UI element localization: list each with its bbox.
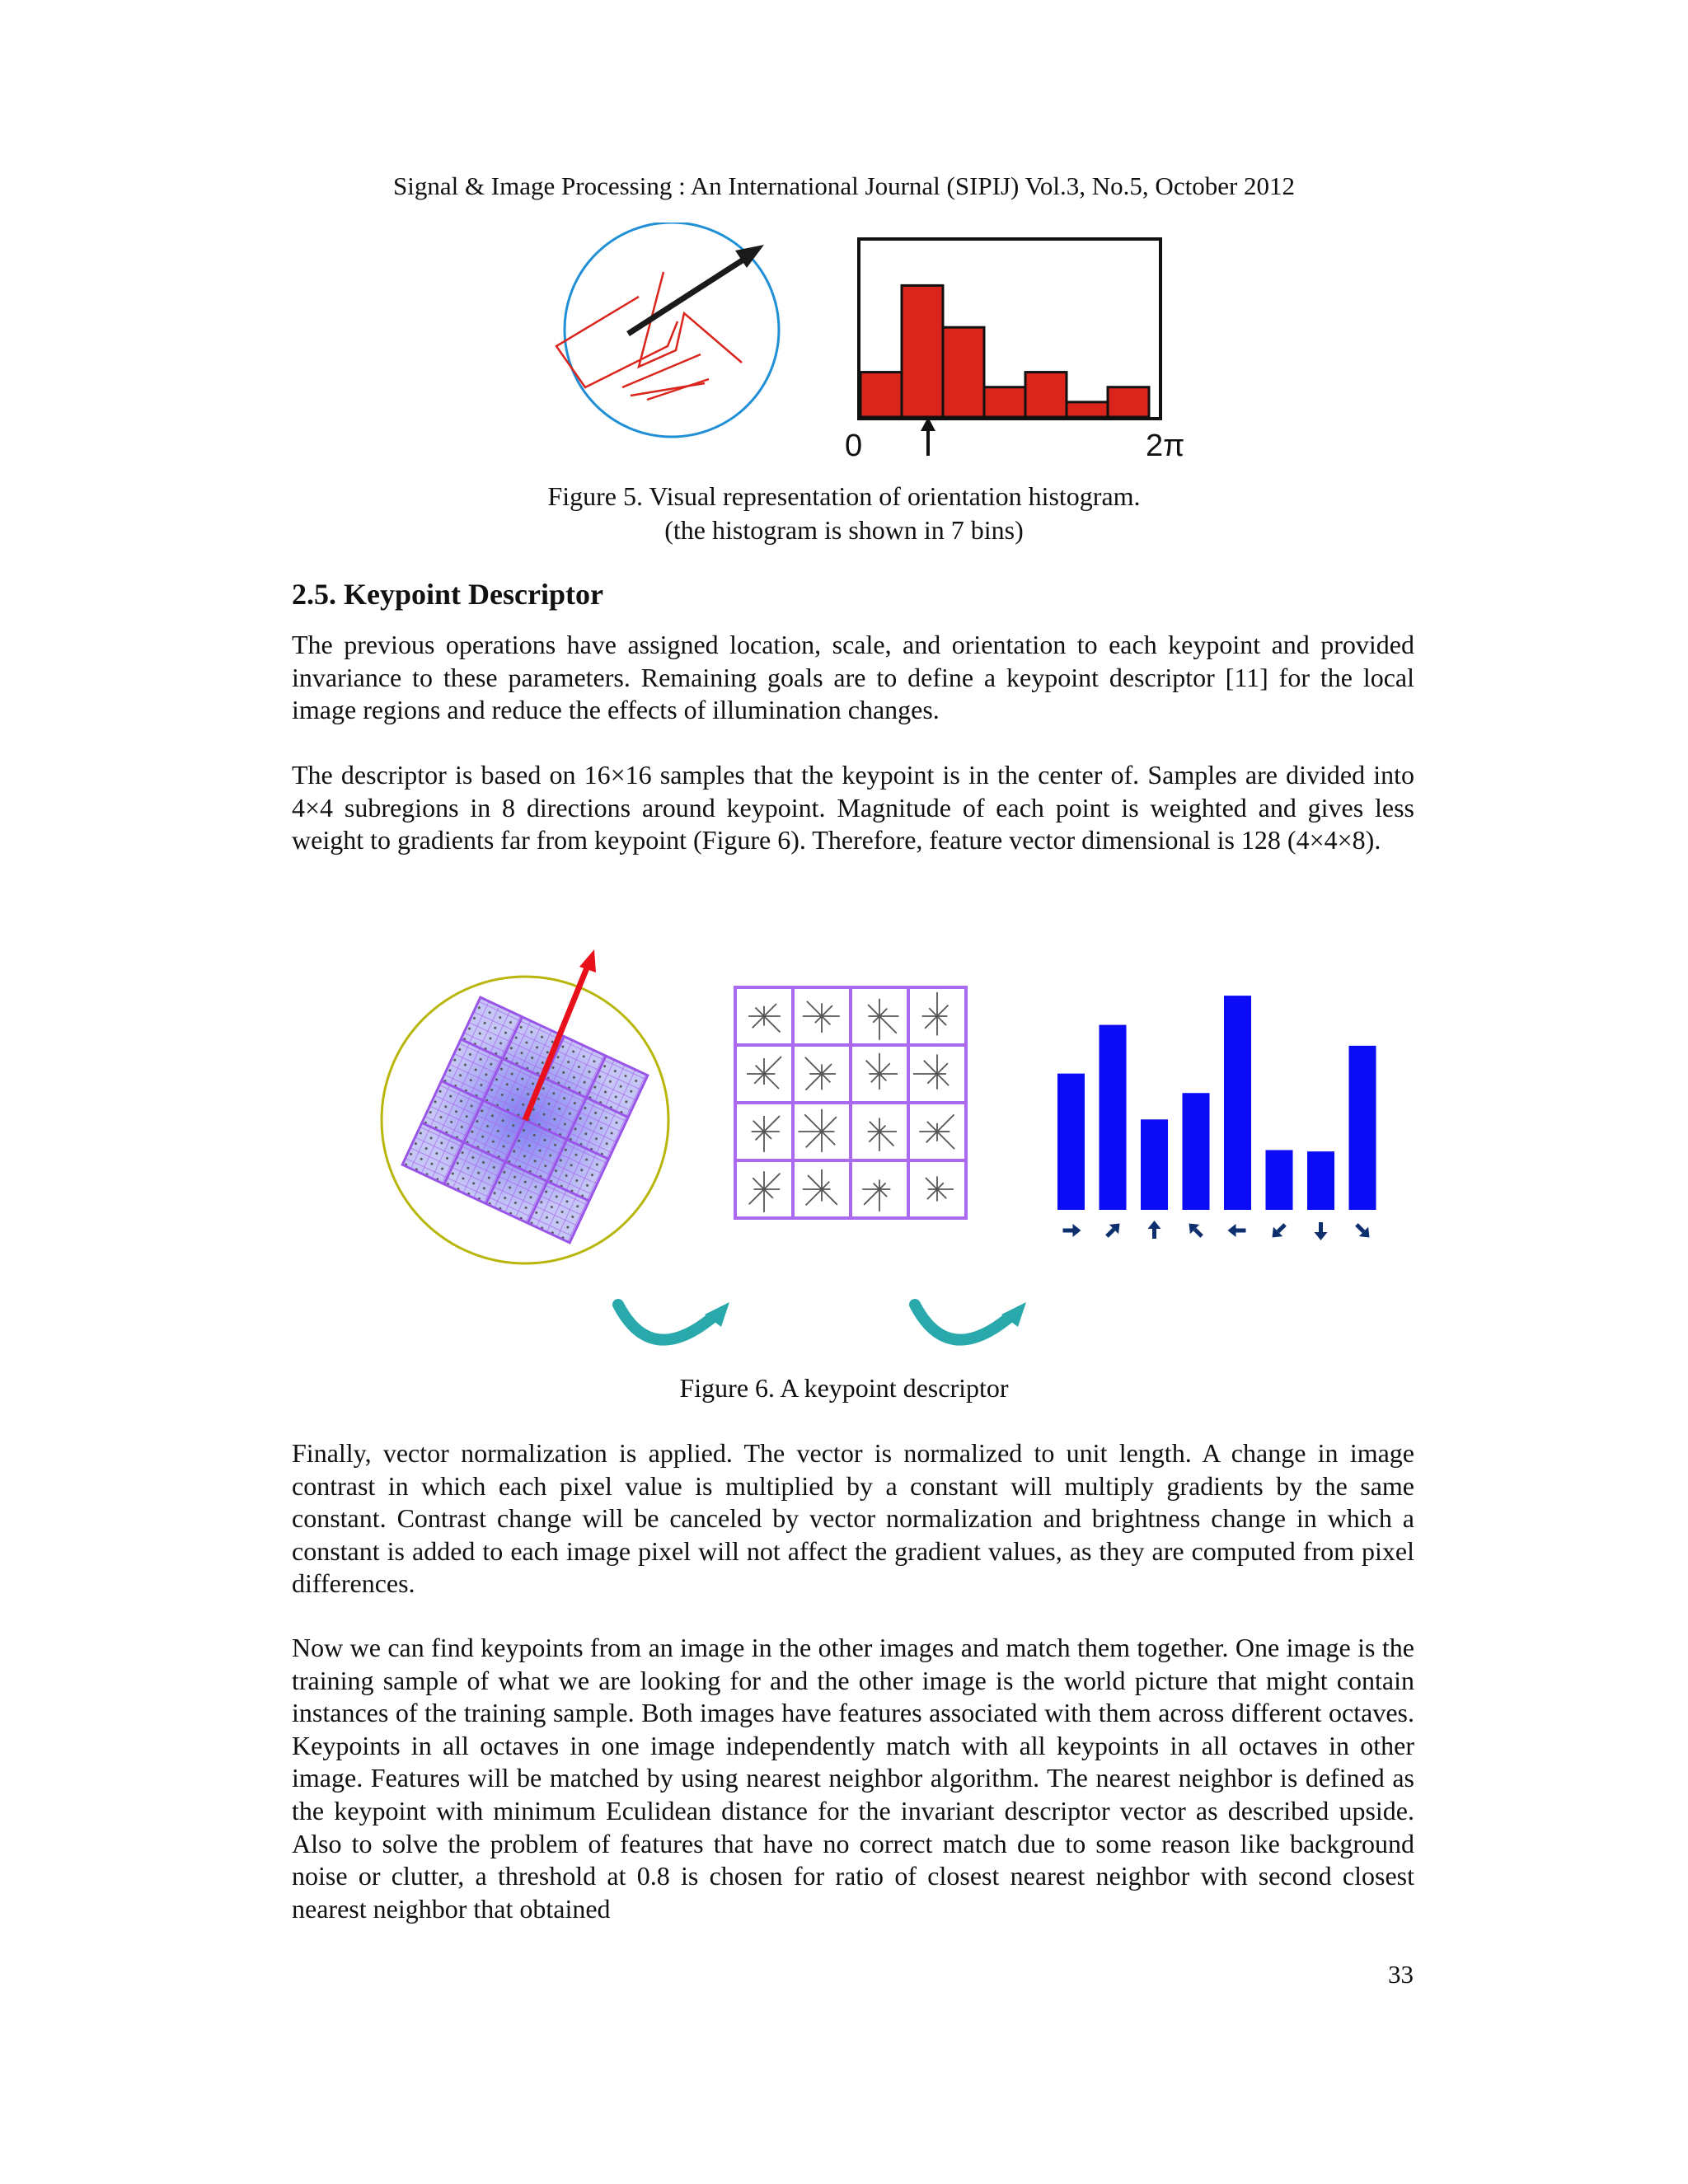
curved-arrow-icon — [915, 1305, 1010, 1340]
descriptor-bar-5 — [1266, 1150, 1293, 1210]
running-header: Signal & Image Processing : An International Journal (SIPIJ) Vol.3, No.5, October 2012 — [392, 171, 1296, 200]
page-number: 33 — [1388, 1960, 1414, 1989]
section-heading: 2.5. Keypoint Descriptor — [292, 578, 603, 611]
direction-arrow-icon — [1102, 1219, 1124, 1241]
figure-6 — [338, 940, 1393, 1368]
figure-6-caption: Figure 6. A keypoint descriptor — [679, 1373, 1009, 1403]
descriptor-bar-1 — [1100, 1025, 1127, 1210]
axis-start-label: 0 — [845, 429, 863, 462]
descriptor-bar-6 — [1307, 1151, 1334, 1210]
paragraph: The previous operations have assigned location, scale, and orientation to each keypoint and provided invariance to these parameters. Remaining goals are to define a keypoint descriptor [11] for the local image regions and reduce the effects of illumination changes. — [292, 630, 1414, 725]
paragraph: The descriptor is based on 16×16 samples that the keypoint is in the center of. Samples are divided into 4×4 subregions in 8 directions around keypoint. Magnitude of each point is weighted and gives less weight to gradients far from keypoint (Figure 6). Therefore, feature vector dimensional is 128 (4×4×8). — [292, 760, 1414, 855]
direction-arrow-icon — [1063, 1224, 1081, 1237]
direction-arrow-icon — [1352, 1220, 1374, 1242]
histogram-bar-1 — [860, 373, 902, 417]
subregion-grid — [735, 987, 966, 1218]
red-arrow-head-icon — [579, 949, 596, 972]
histogram-bar-5 — [1025, 373, 1067, 417]
histogram-bar-4 — [984, 387, 1025, 417]
axis-end-label: 2π — [1146, 429, 1185, 462]
direction-arrow-icon — [1315, 1222, 1328, 1240]
histogram-bar-3 — [943, 327, 984, 417]
descriptor-bar-0 — [1057, 1074, 1085, 1210]
histogram-bar-7 — [1108, 387, 1149, 417]
histogram-bar-2 — [902, 285, 943, 417]
curved-arrow-icon — [618, 1305, 713, 1340]
teal-transition-arrows — [618, 1305, 1010, 1340]
direction-arrow-icon — [1268, 1220, 1290, 1242]
paragraph: Now we can find keypoints from an image in the other images and match them together. One image is the training sample of what we are looking for and the other image is the world picture that might contain instances of the training sample. Both images have features associated with them across different octaves. Keypoints in all octaves in one image independently match with all keypoints in all octaves in other image. Features will be matched by using nearest neighbor algorithm. The nearest neighbor is defined as the keypoint with minimum Eculidean distance for the invariant descriptor vector as described upside. Also to solve the problem of features that have no correct match due to some reason like background noise or clutter, a threshold at 0.8 is chosen for ratio of closest nearest neighbor with second closest nearest neighbor that obtained — [292, 1633, 1414, 1924]
direction-arrow-icon — [1148, 1221, 1161, 1239]
histogram-bar-6 — [1067, 402, 1108, 417]
paragraph: Finally, vector normalization is applied. The vector is normalized to unit length. A change in image contrast in which each pixel value is multiplied by a constant will multiply gradients by the same constant. Contrast change will be canceled by vector normalization and brightness change in which a constant is added to each image pixel will not affect the gradient values, as they are computed from pixel differences. — [292, 1438, 1414, 1599]
figure-5-caption-line1: Figure 5. Visual representation of orientation histogram. — [547, 481, 1141, 511]
descriptor-bar-7 — [1349, 1046, 1376, 1210]
direction-arrow-icon — [1228, 1224, 1246, 1237]
orientation-histogram-bars — [860, 285, 1149, 417]
figure-5-caption-line2: (the histogram is shown in 7 bins) — [664, 515, 1024, 545]
descriptor-bar-2 — [1141, 1119, 1168, 1210]
direction-icons — [1063, 1219, 1375, 1242]
descriptor-histogram-bars — [1057, 996, 1376, 1210]
direction-arrow-icon — [1184, 1219, 1207, 1241]
descriptor-bar-4 — [1224, 996, 1251, 1210]
dominant-orientation-arrow — [628, 260, 743, 334]
descriptor-bar-3 — [1183, 1093, 1210, 1210]
figure-5 — [495, 223, 1220, 462]
gradient-sketch — [556, 272, 742, 400]
